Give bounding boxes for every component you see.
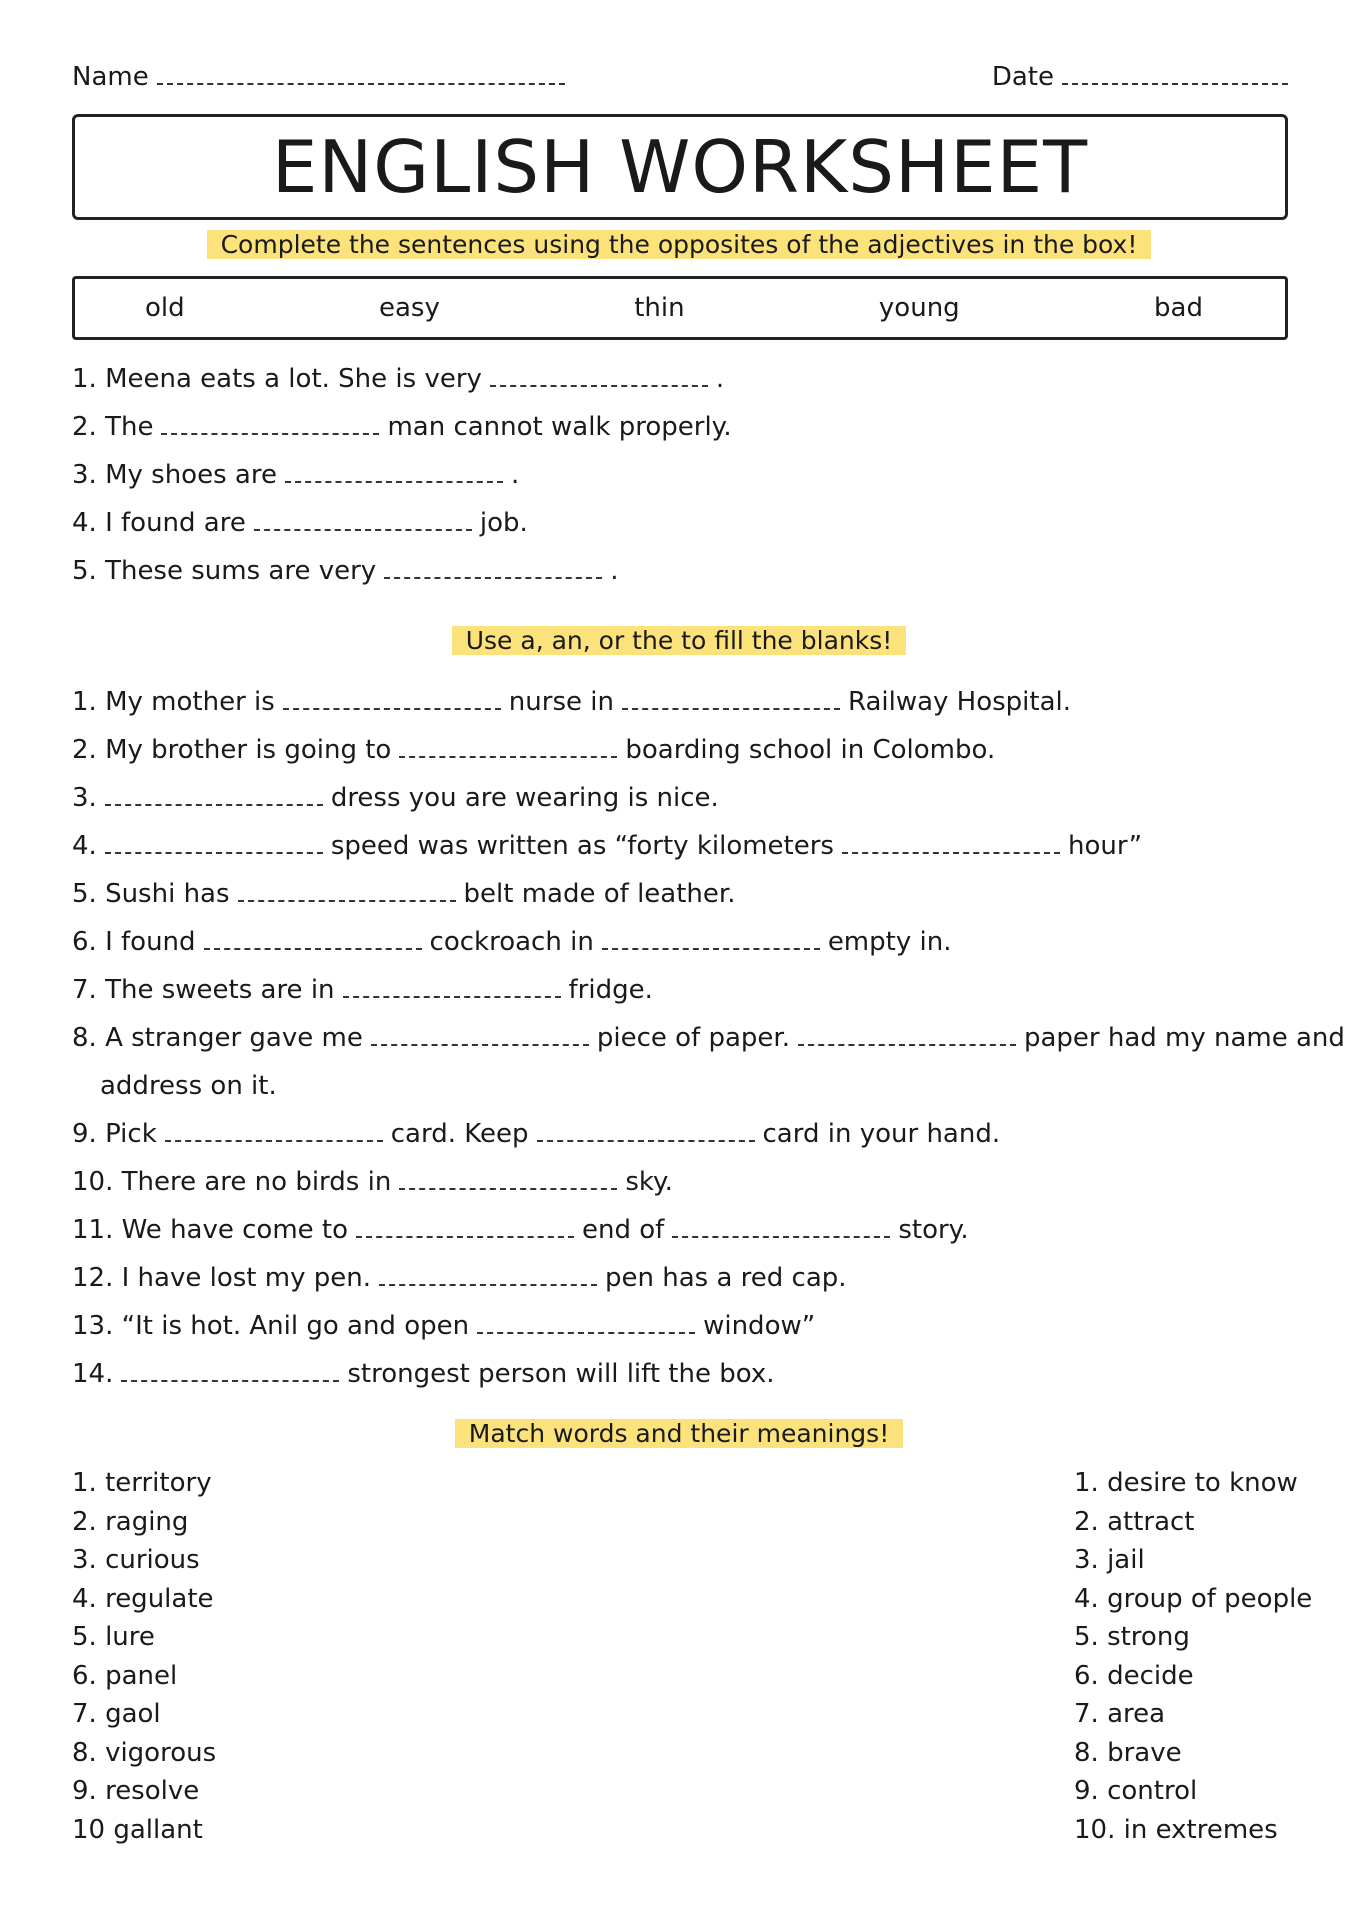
- answer-blank[interactable]: [238, 898, 456, 902]
- list-item: 13. “It is hot. Anil go and open window”: [72, 1311, 816, 1341]
- match-meaning: 2. attract: [1074, 1506, 1195, 1537]
- match-word: 2. raging: [72, 1506, 189, 1537]
- match-meaning: 5. strong: [1074, 1622, 1190, 1652]
- list-item: 1. Meena eats a lot. She is very .: [72, 364, 725, 394]
- date-blank[interactable]: [1062, 63, 1288, 85]
- match-meaning: 8. brave: [1074, 1737, 1182, 1768]
- list-item: 2. My brother is going to boarding school in Colombo.: [72, 735, 996, 765]
- answer-blank[interactable]: [105, 850, 323, 854]
- title-box: [72, 114, 1288, 220]
- answer-blank[interactable]: [477, 1330, 695, 1334]
- match-word: 7. gaol: [72, 1699, 161, 1729]
- answer-blank[interactable]: [490, 383, 708, 387]
- list-item: 14. strongest person will lift the box.: [72, 1359, 775, 1389]
- section3-instruction: Match words and their meanings!: [0, 1419, 1358, 1448]
- answer-blank[interactable]: [254, 527, 472, 531]
- answer-blank[interactable]: [371, 1042, 589, 1046]
- list-item: 5. These sums are very .: [72, 556, 619, 586]
- word-box: [72, 276, 1288, 340]
- match-meaning: 3. jail: [1074, 1545, 1145, 1575]
- answer-blank[interactable]: [537, 1138, 755, 1142]
- match-word: 10 gallant: [72, 1814, 203, 1845]
- section2-instruction: Use a, an, or the to fill the blanks!: [0, 626, 1358, 655]
- list-item: 3. My shoes are .: [72, 460, 520, 490]
- list-item: 3. dress you are wearing is nice.: [72, 783, 719, 813]
- answer-blank[interactable]: [379, 1282, 597, 1286]
- list-item: 1. My mother is nurse in Railway Hospital.: [72, 687, 1072, 717]
- list-item: 4. speed was written as “forty kilometers hour”: [72, 831, 1143, 861]
- match-meaning: 6. decide: [1074, 1660, 1194, 1691]
- match-word: 4. regulate: [72, 1583, 214, 1614]
- word-box-item: old: [145, 293, 185, 323]
- date-label: Date: [991, 62, 1054, 92]
- list-item: 11. We have come to end of story.: [72, 1215, 969, 1245]
- match-word: 6. panel: [72, 1660, 178, 1691]
- match-meaning: 9. control: [1074, 1776, 1198, 1806]
- answer-blank[interactable]: [602, 946, 820, 950]
- match-word: 3. curious: [72, 1545, 200, 1575]
- date-field: [992, 62, 1288, 92]
- word-box-item: young: [878, 293, 960, 323]
- answer-blank[interactable]: [798, 1042, 1016, 1046]
- match-word: 1. territory: [72, 1468, 212, 1498]
- section1-instruction: Complete the sentences using the opposites of the adjectives in the box!: [0, 230, 1358, 259]
- match-meanings-column: [1074, 1464, 1312, 1849]
- answer-blank[interactable]: [283, 706, 501, 710]
- list-item: 4. I found are job.: [72, 508, 528, 538]
- list-item: 12. I have lost my pen. pen has a red cap.: [72, 1263, 847, 1293]
- header-row: [72, 62, 1288, 92]
- match-meaning: 4. group of people: [1074, 1583, 1313, 1614]
- word-box-item: thin: [634, 293, 685, 323]
- answer-blank[interactable]: [672, 1234, 890, 1238]
- answer-blank[interactable]: [842, 850, 1060, 854]
- answer-blank[interactable]: [121, 1378, 339, 1382]
- match-meaning: 1. desire to know: [1074, 1468, 1298, 1498]
- list-item: 6. I found cockroach in empty in.: [72, 927, 952, 957]
- name-blank[interactable]: [157, 63, 565, 85]
- word-box-item: easy: [378, 293, 440, 323]
- section2-list: [72, 678, 1345, 1398]
- match-word: 5. lure: [72, 1622, 155, 1652]
- match-word: 9. resolve: [72, 1776, 200, 1806]
- list-item: 9. Pick card. Keep card in your hand.: [72, 1119, 1001, 1149]
- answer-blank[interactable]: [165, 1138, 383, 1142]
- answer-blank[interactable]: [356, 1234, 574, 1238]
- answer-blank[interactable]: [161, 431, 379, 435]
- list-item: 5. Sushi has belt made of leather.: [72, 879, 736, 909]
- answer-blank[interactable]: [384, 575, 602, 579]
- answer-blank[interactable]: [204, 946, 422, 950]
- answer-blank[interactable]: [399, 1186, 617, 1190]
- match-meaning: 10. in extremes: [1074, 1814, 1278, 1845]
- name-field: [72, 62, 565, 92]
- answer-blank[interactable]: [622, 706, 840, 710]
- match-word: 8. vigorous: [72, 1737, 217, 1768]
- page-title: ENGLISH WORKSHEET: [271, 125, 1089, 209]
- answer-blank[interactable]: [105, 802, 323, 806]
- answer-blank[interactable]: [285, 479, 503, 483]
- section1-list: [72, 355, 1302, 595]
- answer-blank[interactable]: [399, 754, 617, 758]
- match-words-column: [72, 1464, 216, 1849]
- list-item: 10. There are no birds in sky.: [72, 1167, 673, 1197]
- list-item-continued: address on it.: [100, 1071, 277, 1101]
- word-box-item: bad: [1154, 293, 1203, 323]
- answer-blank[interactable]: [343, 994, 561, 998]
- match-meaning: 7. area: [1074, 1699, 1166, 1729]
- list-item: 7. The sweets are in fridge.: [72, 975, 653, 1005]
- list-item: 2. The man cannot walk properly.: [72, 412, 732, 442]
- list-item: 8. A stranger gave me piece of paper. paper had my name and: [72, 1023, 1345, 1053]
- name-label: Name: [72, 62, 149, 92]
